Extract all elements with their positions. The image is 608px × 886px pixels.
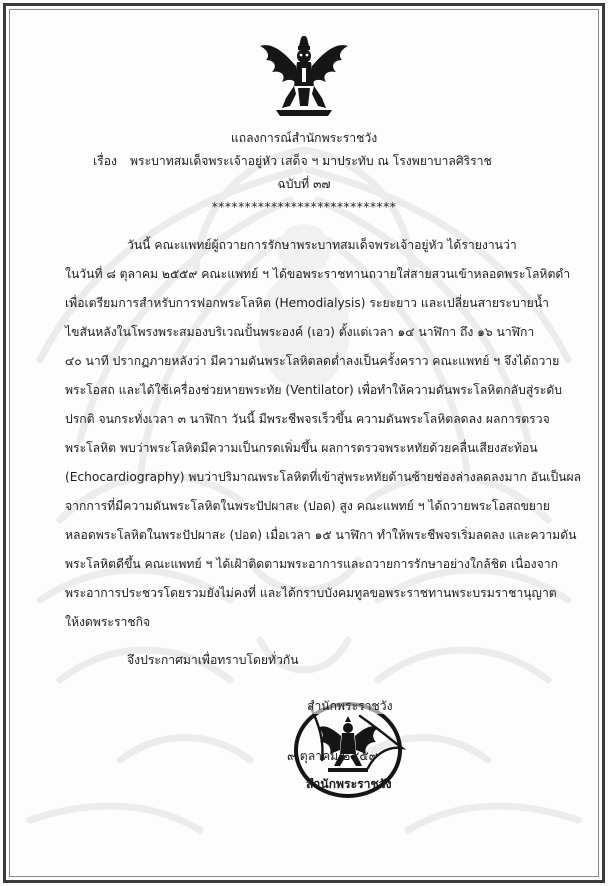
body-line: ไขสันหลังในโพรงพระสมองบริเวณปั้นพระองค์ (เอว) ตั้งแต่เวลา ๑๔ นาฬิกา ถึง ๑๖ นาฬิกา (65, 325, 535, 339)
body-line: พระอาการประชวรโดยรวมยังไม่คงที่ และได้กราบบังคมทูลขอพระราชทานพระบรมราชานุญาต (65, 586, 557, 600)
subject-label: เรื่อง (93, 154, 117, 168)
body-line: พระโลหิต พบว่าพระโลหิตมีความเป็นกรดเพิ่มขึ้น ผลการตรวจพระหทัยด้วยคลื่นเสียงสะท้อน (65, 441, 538, 455)
body-line: พระโอสถ และได้ใช้เครื่องช่วยหายพระทัย (Ventilator) เพื่อทำให้ความดันพระโลหิตกลับสู่ระดับ (65, 383, 563, 397)
body-line: พระโลหิตดีขึ้น คณะแพทย์ ฯ ได้เฝ้าติดตามพระอาการและถวายการรักษาอย่างใกล้ชิด เนื่องจาก (65, 557, 558, 571)
issue-number: ฉบับที่ ๓๗ (277, 177, 331, 191)
body-line: (Echocardiography) พบว่าปริมาณพระโลหิตที่เข้าสู่พระหทัยด้านซ้ายช่องล่างลดลงมาก อันเป็นผล (65, 470, 582, 484)
body-line: ปรกติ จนกระทั่งเวลา ๓ นาฬิกา วันนี้ มีพระชีพจรเร็วขึ้น ความดันพระโลหิตลดลง ผลการตรวจ (65, 412, 550, 426)
seal-inscription: สำนักพระราชวัง (306, 777, 392, 791)
body-line: ให้งดพระราชกิจ (65, 615, 151, 629)
subject-text: พระบาทสมเด็จพระเจ้าอยู่หัว เสด็จ ฯ มาประทับ ณ โรงพยาบาลศิริราช (130, 154, 492, 168)
body-line: หลอดพระโลหิตในพระปัปผาสะ (ปอด) เมื่อเวลา ๑๕ นาฬิกา ทำให้พระชีพจรเริ่มลดลง และความดัน (65, 528, 577, 542)
body-line: ๔๐ นาที ปรากฏภายหลังว่า มีความดันพระโลหิตลดต่ำลงเป็นครั้งคราว คณะแพทย์ ฯ จึงได้ถวาย (65, 354, 560, 368)
garuda-emblem (256, 36, 352, 120)
announcement-date: ๙ ตุลาคม ๒๕๕๙ (287, 749, 378, 763)
document-title: แถลงการณ์สำนักพระราชวัง (230, 131, 378, 145)
office-name: สำนักพระราชวัง (307, 699, 393, 713)
body-line: เพื่อเตรียมการสำหรับการฟอกพระโลหิต (Hemodialysis) ระยะยาว และเปลี่ยนสายระบายน้ำ (65, 296, 550, 310)
separator-line: **************************** (211, 200, 397, 214)
body-line: จากการที่มีความดันพระโลหิตในพระปัปผาสะ (ปอด) สูง คณะแพทย์ ฯ ได้ถวายพระโอสถขยาย (65, 499, 550, 513)
body-line: ในวันที่ ๘ ตุลาคม ๒๕๕๙ คณะแพทย์ ฯ ได้ขอพระราชทานถวายใส่สายสวนเข้าหลอดพระโลหิตดำ (65, 267, 571, 281)
body-line: วันนี้ คณะแพทย์ผู้ถวายการรักษาพระบาทสมเด็จพระเจ้าอยู่หัว ได้รายงานว่า (127, 238, 517, 252)
closing-line: จึงประกาศมาเพื่อทราบโดยทั่วกัน (127, 653, 299, 667)
